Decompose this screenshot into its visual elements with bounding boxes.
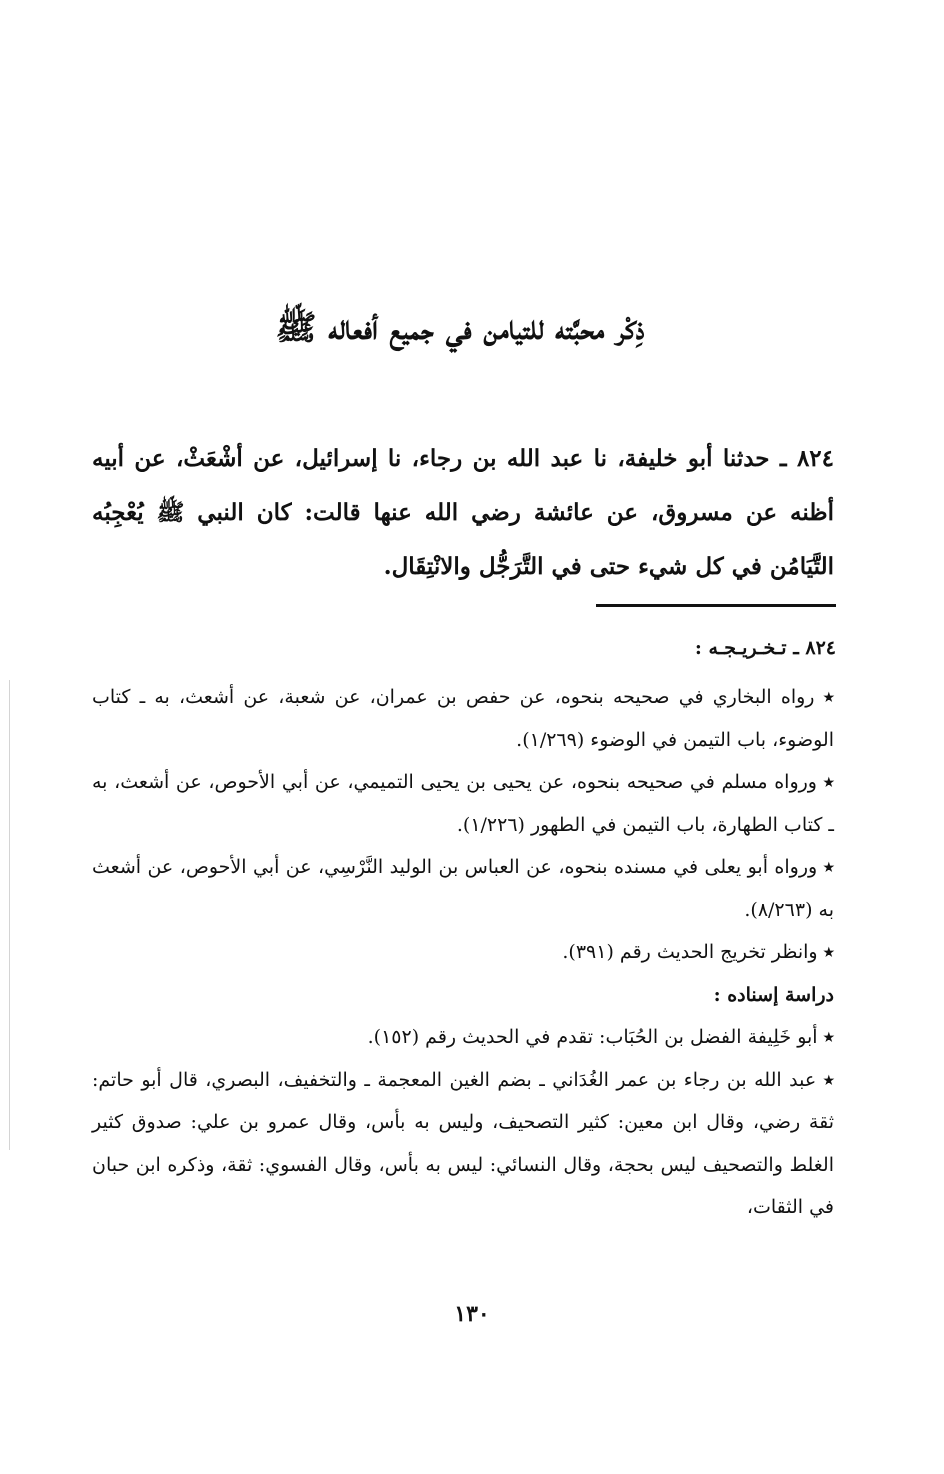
bullet-icon: ٭ <box>823 686 834 708</box>
bullet-icon: ٭ <box>823 1068 834 1091</box>
takhrij-item-text: وانظر تخريج الحديث رقم (٣٩١). <box>562 941 818 963</box>
isnad-item <box>92 1016 834 1059</box>
takhrij-item <box>92 761 834 846</box>
isnad-heading: دراسة إسناده : <box>713 983 834 1006</box>
isnad-item <box>92 1059 834 1229</box>
bullet-icon: ٭ <box>823 1026 834 1048</box>
hadith-text <box>92 432 834 594</box>
bullet-icon: ٭ <box>823 856 834 878</box>
takhrij-item-text: ورواه مسلم في صحيحه بنحوه، عن يحيى بن يحيى التميمي، عن أبي الأحوص، عن أشعث، به ـ كتاب الطهارة، باب التيمن في الطهور (١/٢٢٦). <box>92 771 834 836</box>
hadith-body: ـ حدثنا أبو خليفة، نا عبد الله بن رجاء، نا إسرائيل، عن أشْعَثْ، عن أبيه أظنه عن مسروق، عن عائشة رضي الله عنها قالت: كان النبي ﷺ يُعْجِبُه التَّيَامُن في كل شيء حتى في التَّرَجُّل والانْتِقَال. <box>92 445 834 580</box>
bullet-icon: ٭ <box>823 771 834 793</box>
page-edge-line <box>9 680 10 1150</box>
takhrij-item <box>92 676 834 761</box>
takhrij-heading: ٨٢٤ ـ تـخـريـجـه : <box>694 637 836 659</box>
page-number: ١٣٠ <box>454 1301 490 1327</box>
takhrij-item <box>92 846 834 931</box>
isnad-item-text: أبو خَلِيفة الفضل بن الحُبَاب: تقدم في الحديث رقم (١٥٢). <box>367 1026 818 1048</box>
takhrij-item-text: ورواه أبو يعلى في مسنده بنحوه، عن العباس بن الوليد النَّرْسِي، عن أبي الأحوص، عن أشعث به (٨/٢٦٣). <box>92 856 834 921</box>
isnad-item-text: عبد الله بن رجاء بن عمر الغُدَاني ـ بضم الغين المعجمة ـ والتخفيف، البصري، قال أبو حاتم: ثقة رضي، وقال ابن معين: كثير التصحيف، وليس به بأس، وقال عمرو بن علي: صدوق كثير الغلط والتصحيف ليس بحجة، وقال النسائي: ليس به بأس، وقال الفسوي: ثقة، وذكره ابن حبان في الثقات، <box>92 1068 834 1218</box>
hadith-number: ٨٢٤ <box>796 445 834 472</box>
takhrij-item-text: رواه البخاري في صحيحه بنحوه، عن حفص بن عمران، عن شعبة، عن أشعث، به ـ كتاب الوضوء، باب التيمن في الوضوء (١/٢٦٩). <box>92 686 834 751</box>
bullet-icon: ٭ <box>823 941 834 963</box>
chapter-title: ذِكْر محبَّته للتيامن في جميع أفعاله ﷺ <box>275 308 645 348</box>
takhrij-item <box>92 931 834 974</box>
footnote-divider <box>596 604 836 607</box>
footnotes <box>92 676 834 1229</box>
